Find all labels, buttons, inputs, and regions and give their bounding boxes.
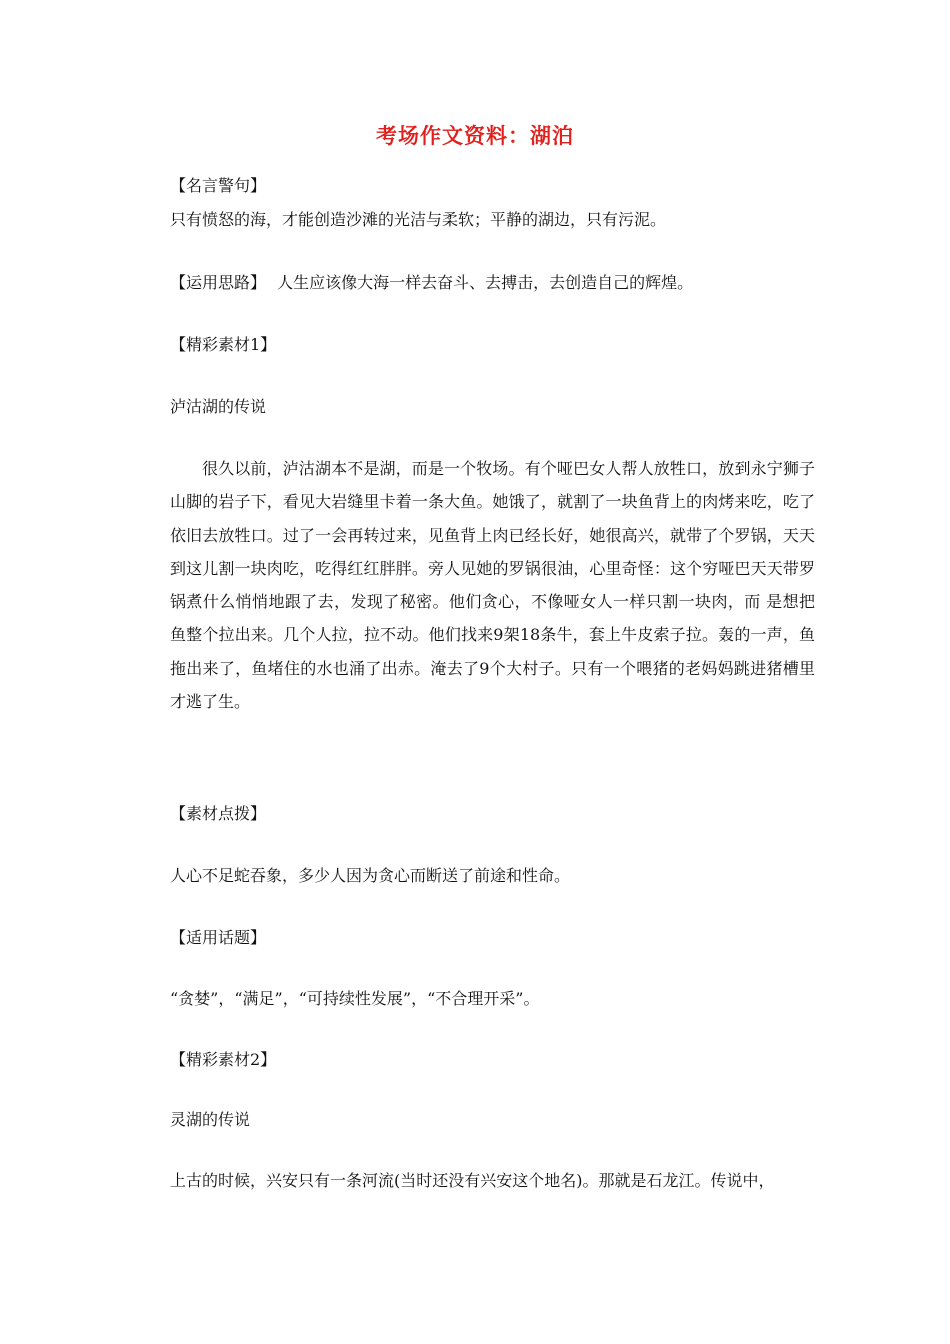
material-2-title: 灵湖的传说 xyxy=(170,1110,251,1129)
section-header-quotes: 【名言警句】 xyxy=(170,176,267,195)
section-application xyxy=(170,272,693,294)
material-2-body: 上古的时候，兴安只有一条河流(当时还没有兴安这个地名)。那就是石龙江。传说中， xyxy=(170,1171,775,1190)
material-1-body: 很久以前，泸沽湖本不是湖，而是一个牧场。有个哑巴女人帮人放牲口，放到永宁狮子山脚的岩子下，看见大岩缝里卡着一条大鱼。她饿了，就割了一块鱼背上的肉烤来吃，吃了依旧去放牲口。过了一会再转过来，见鱼背上肉已经长好，她很高兴，就带了个罗锅，天天到这儿割一块肉吃，吃得红红胖胖。旁人见她的罗锅很油，心里奇怪：这个穷哑巴天天带罗锅煮什么悄悄地跟了去，发现了秘密。他们贪心，不像哑女人一样只割一块肉，而 是想把鱼整个拉出来。几个人拉，拉不动。他们找来9架18条牛，套上牛皮索子拉。轰的一声，鱼拖出来了，鱼堵住的水也涌了出赤。淹去了9个大村子。只有一个喂猪的老妈妈跳进猪槽里才逃了生。 xyxy=(170,459,815,712)
section-header-application: 【运用思路】 xyxy=(170,273,267,292)
section-header-topics: 【适用话题】 xyxy=(170,928,267,947)
section-header-material-1: 【精彩素材1】 xyxy=(170,335,277,354)
section-header-material-tip: 【素材点拨】 xyxy=(170,804,267,823)
topics-text: “贪婪”，“满足”，“可持续性发展”，“不合理开采”。 xyxy=(170,989,540,1008)
material-1-title: 泸沽湖的传说 xyxy=(170,397,267,416)
application-text: 人生应该像大海一样去奋斗、去搏击，去创造自己的辉煌。 xyxy=(277,273,694,292)
quote-text: 只有愤怒的海，才能创造沙滩的光洁与柔软；平静的湖边，只有污泥。 xyxy=(170,210,667,229)
document-title: 考场作文资料：湖泊 xyxy=(376,123,574,148)
material-tip-text: 人心不足蛇吞象，多少人因为贪心而断送了前途和性命。 xyxy=(170,866,571,885)
section-header-material-2: 【精彩素材2】 xyxy=(170,1050,277,1069)
